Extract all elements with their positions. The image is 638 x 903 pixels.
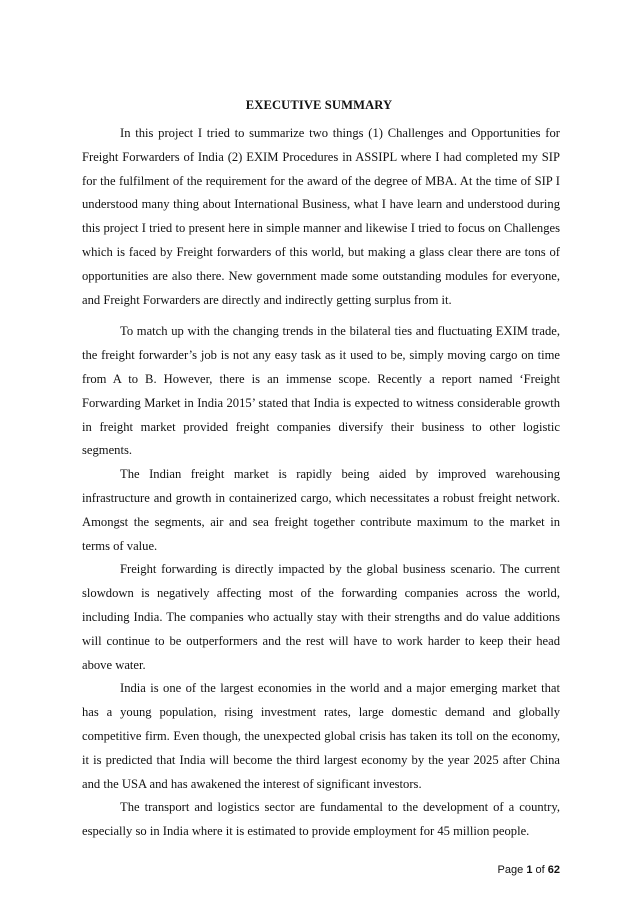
paragraph-changing-trends: To match up with the changing trends in the bilateral ties and fluctuating EXIM trade, the freight forwarder’s job is not any easy task as it used to be, simply moving cargo on time from A to B. However, there is an immense scope. Recently a report named ‘Freight Forwarding Market in India 2015’ stated that India is expected to witness considerable growth in freight market provided freight companies diversify their business to other logistic segments. bbox=[82, 324, 560, 458]
paragraph-indian-freight-market: The Indian freight market is rapidly being aided by improved warehousing infrastructure and growth in containerized cargo, which necessitates a robust freight network. Amongst the segments, air and sea freight together contribute maximum to the market in terms of value. bbox=[82, 467, 560, 553]
of-label: of bbox=[535, 864, 545, 876]
paragraph-intro: In this project I tried to summarize two things (1) Challenges and Opportunities for Freight Forwarders of India (2) EXIM Procedures in ASSIPL where I had completed my SIP for the fulfilment of the requirement for the award of the degree of MBA. At the time of SIP I understood many thing about International Business, what I have learn and understood during this project I tried to present here in simple manner and likewise I tried to focus on Challenges which is faced by Freight forwarders of this world, but making a glass clear there are tons of opportunities are also there. New government made some outstanding modules for everyone, and Freight Forwarders are directly and indirectly getting surplus from it. bbox=[82, 126, 560, 307]
body-text bbox=[82, 122, 560, 844]
page-number: 1 bbox=[526, 864, 533, 876]
paragraph-india-economy: India is one of the largest economies in the world and a major emerging market that has a young population, rising investment rates, large domestic demand and globally competitive firm. Even though, the unexpected global crisis has taken its toll on the economy, it is predicted that India will become the third largest economy by the year 2025 after China and the USA and has awakened the interest of significant investors. bbox=[82, 681, 560, 791]
paragraph-freight-forwarding-impact: Freight forwarding is directly impacted by the global business scenario. The current slowdown is negatively affecting most of the forwarding companies across the world, including India. The companies who actually stay with their strengths and do value additions will continue to be outperformers and the rest will have to work harder to keep their head above water. bbox=[82, 562, 560, 672]
page-footer bbox=[498, 864, 560, 876]
paragraph-transport-logistics: The transport and logistics sector are fundamental to the development of a country, especially so in India where it is estimated to provide employment for 45 million people. bbox=[82, 800, 560, 839]
page-title: EXECUTIVE SUMMARY bbox=[245, 98, 393, 112]
page-label: Page bbox=[497, 864, 524, 876]
total-pages: 62 bbox=[547, 864, 560, 876]
